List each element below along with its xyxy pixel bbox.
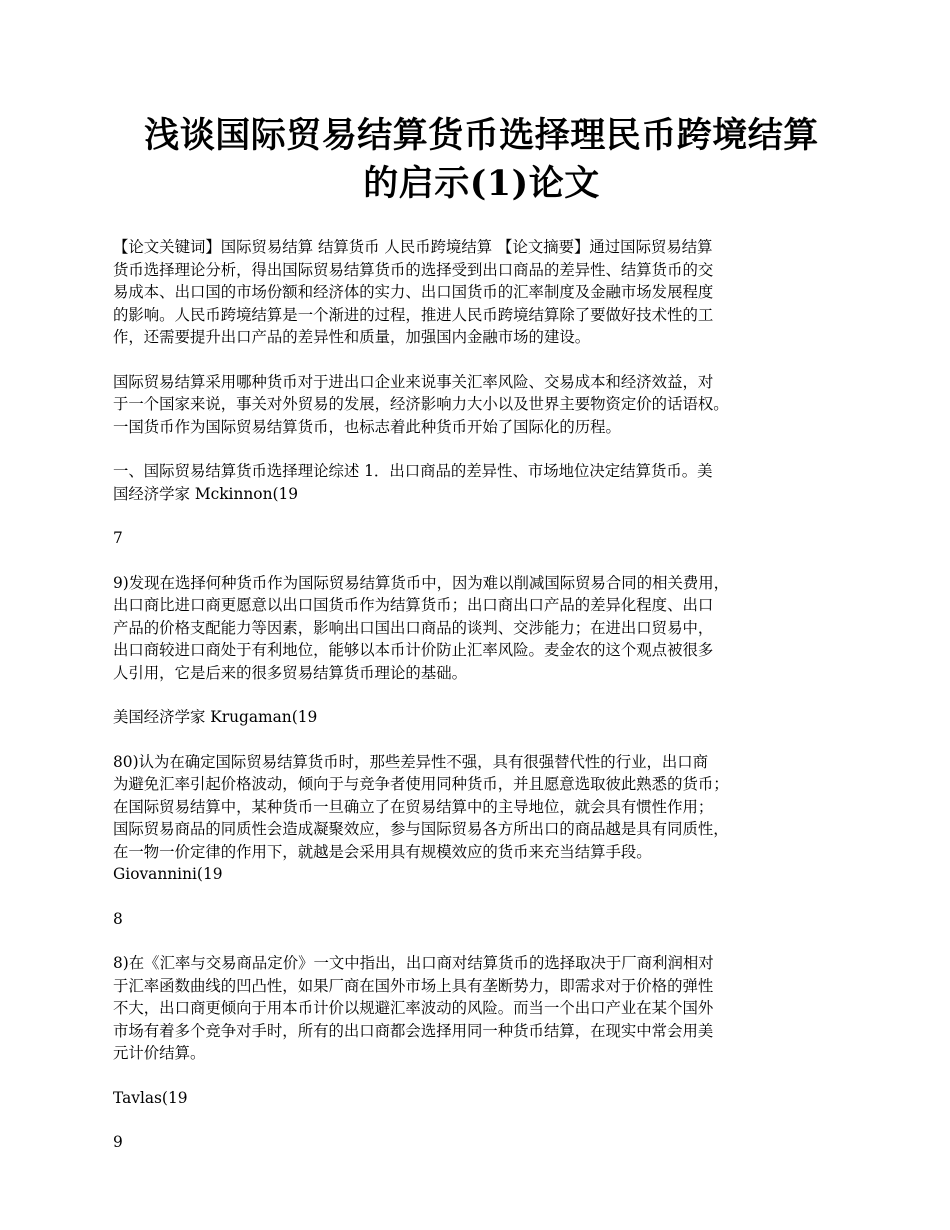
paragraph-mckinnon: 9)发现在选择何种货币作为国际贸易结算货币中，因为难以削减国际贸易合同的相关费用， 出口商比进口商更愿意以出口国货币作为结算货币；出口商出口产品的差异化程度、出口 产品的价格支配能力等因素，影响出口国出口商品的谈判、交涉能力；在进出口贸易中， 出口商较进口商处于有利地位，能够以本币计价防止汇率风险。麦金农的这个观点被很多 人引用，它是后来的很多贸易结算货币理论的基础。: [113, 573, 730, 682]
paragraph-giovannini: 8)在《汇率与交易商品定价》一文中指出，出口商对结算货币的选择取决于厂商利润相对 于汇率函数曲线的凹凸性，如果厂商在国外市场上具有垄断势力，即需求对于价格的弹性 不大，出口商更倾向于用本币计价以规避汇率波动的风险。而当一个出口产业在某个国外 市场有着多个竞争对手时，所有的出口商都会选择用同一种货币结算，在现实中常会用美 元计价结算。: [113, 954, 714, 1062]
paragraph-fragment: 7: [113, 529, 123, 547]
paragraph-krugaman: 80)认为在确定国际贸易结算货币时，那些差异性不强，具有很强替代性的行业，出口商 为避免汇率引起价格波动，倾向于与竞争者使用同种货币，并且愿意选取彼此熟悉的货币； 在国际贸易结算中，某种货币一旦确立了在贸易结算中的主导地位，就会具有惯性作用； 国际贸易商品的同质性会造成凝聚效应，参与国际贸易各方所出口的商品越是具有同质性， 在一物一价定律的作用下，就越是会采用具有规模效应的货币来充当结算手段。 Giovannini(19: [113, 752, 729, 883]
paragraph-intro: 国际贸易结算采用哪种货币对于进出口企业来说事关汇率风险、交易成本和经济效益，对 于一个国家来说，事关对外贸易的发展，经济影响力大小以及世界主要物资定价的话语权。 一国货币作为国际贸易结算货币，也标志着此种货币开始了国际化的历程。: [113, 372, 729, 436]
paragraph-fragment: 9: [113, 1133, 123, 1151]
title-line-2: 的启示(1)论文: [363, 163, 600, 204]
paragraph-section-one: 一、国际贸易结算货币选择理论综述 1．出口商品的差异性、市场地位决定结算货币。美 国经济学家 Mckinnon(19: [113, 462, 713, 503]
paragraph-keywords-abstract: 【论文关键词】国际贸易结算 结算货币 人民币跨境结算 【论文摘要】通过国际贸易结算 货币选择理论分析，得出国际贸易结算货币的选择受到出口商品的差异性、结算货币的交 易成本、出口国的市场份额和经济体的实力、出口国货币的汇率制度及金融市场发展程度 的影响。人民币跨境结算是一个渐进的过程，推进人民币跨境结算除了要做好技术性的工 作，还需要提升出口产品的差异性和质量，加强国内金融市场的建设。: [113, 238, 714, 346]
document-page: [113, 112, 850, 1176]
title-line-1: 浅谈国际贸易结算货币选择理民币跨境结算: [144, 115, 819, 156]
paragraph-krugaman-heading: 美国经济学家 Krugaman(19: [113, 708, 318, 726]
document-title: [113, 112, 850, 208]
paragraph-tavlas-heading: Tavlas(19: [113, 1088, 188, 1107]
paragraph-fragment: 8: [113, 909, 123, 928]
